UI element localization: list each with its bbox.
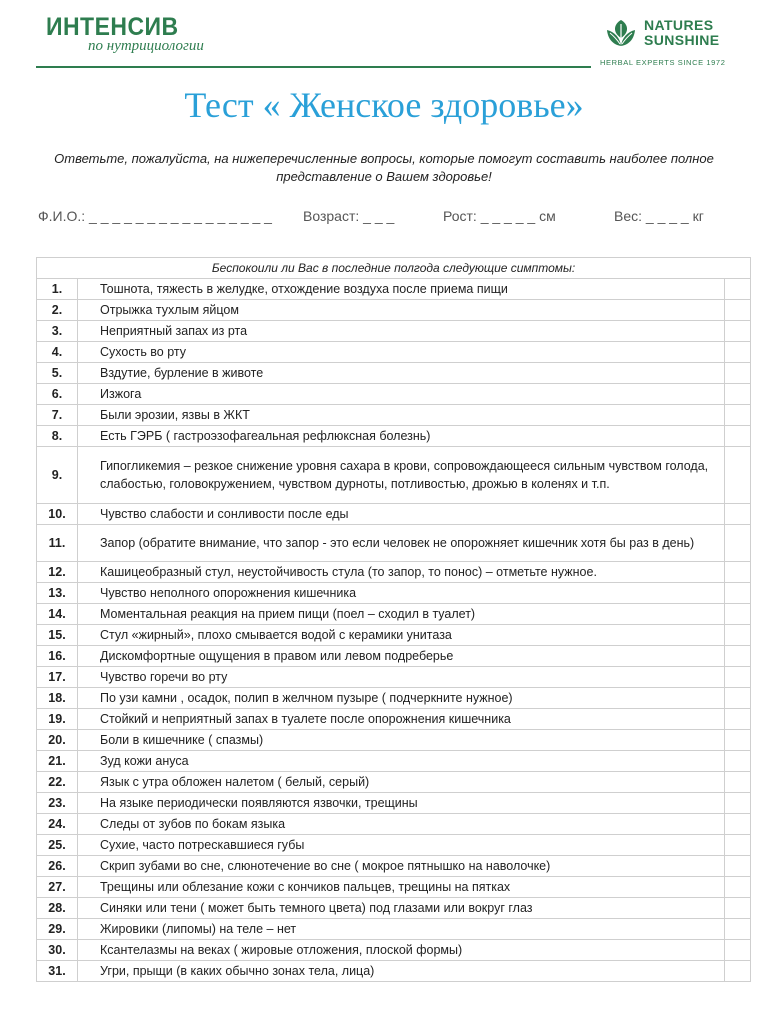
question-number: 18. [37, 688, 78, 709]
question-number: 11. [37, 525, 78, 562]
answer-cell[interactable] [725, 583, 751, 604]
answer-cell[interactable] [725, 342, 751, 363]
table-row [37, 751, 751, 772]
table-row [37, 384, 751, 405]
question-text: Сухие, часто потрескавшиеся губы [78, 835, 725, 856]
question-number: 5. [37, 363, 78, 384]
question-text: Ксантелазмы на веках ( жировые отложения, плоской формы) [78, 940, 725, 961]
question-number: 27. [37, 877, 78, 898]
question-text: Изжога [78, 384, 725, 405]
table-row [37, 772, 751, 793]
symptoms-table [36, 257, 751, 982]
question-text: На языке периодически появляются язвочки, трещины [78, 793, 725, 814]
question-number: 12. [37, 562, 78, 583]
question-text: Зуд кожи ануса [78, 751, 725, 772]
answer-cell[interactable] [725, 426, 751, 447]
answer-cell[interactable] [725, 604, 751, 625]
answer-cell[interactable] [725, 751, 751, 772]
answer-cell[interactable] [725, 363, 751, 384]
answer-cell[interactable] [725, 321, 751, 342]
question-number: 21. [37, 751, 78, 772]
brand-subtitle: по нутрициологии [88, 38, 204, 54]
question-text: Чувство неполного опорожнения кишечника [78, 583, 725, 604]
table-row [37, 856, 751, 877]
answer-cell[interactable] [725, 384, 751, 405]
personal-fields [0, 208, 768, 226]
question-text: Неприятный запах из рта [78, 321, 725, 342]
question-text: Стойкий и неприятный запах в туалете после опорожнения кишечника [78, 709, 725, 730]
table-row [37, 625, 751, 646]
answer-cell[interactable] [725, 898, 751, 919]
answer-cell[interactable] [725, 688, 751, 709]
table-row [37, 342, 751, 363]
answer-cell[interactable] [725, 730, 751, 751]
table-row [37, 504, 751, 525]
answer-cell[interactable] [725, 856, 751, 877]
question-text: Кашицеобразный стул, неустойчивость стула (то запор, то понос) – отметьте нужное. [78, 562, 725, 583]
question-text: Трещины или облезание кожи с кончиков пальцев, трещины на пятках [78, 877, 725, 898]
question-number: 7. [37, 405, 78, 426]
question-number: 4. [37, 342, 78, 363]
weight-field[interactable]: Вес: _ _ _ _ кг [614, 208, 704, 224]
partner-name-line2: SUNSHINE [644, 32, 720, 48]
question-text: Тошнота, тяжесть в желудке, отхождение воздуха после приема пищи [78, 279, 725, 300]
question-number: 30. [37, 940, 78, 961]
table-header: Беспокоили ли Вас в последние полгода следующие симптомы: [37, 258, 751, 279]
answer-cell[interactable] [725, 835, 751, 856]
question-number: 8. [37, 426, 78, 447]
question-number: 22. [37, 772, 78, 793]
brand-block [46, 14, 204, 55]
answer-cell[interactable] [725, 961, 751, 982]
table-row [37, 646, 751, 667]
question-number: 25. [37, 835, 78, 856]
question-text: По узи камни , осадок, полип в желчном пузыре ( подчеркните нужное) [78, 688, 725, 709]
table-row [37, 688, 751, 709]
table-row [37, 667, 751, 688]
answer-cell[interactable] [725, 709, 751, 730]
answer-cell[interactable] [725, 877, 751, 898]
question-number: 15. [37, 625, 78, 646]
table-row [37, 919, 751, 940]
question-number: 24. [37, 814, 78, 835]
answer-cell[interactable] [725, 646, 751, 667]
answer-cell[interactable] [725, 405, 751, 426]
table-row [37, 814, 751, 835]
answer-cell[interactable] [725, 919, 751, 940]
table-row [37, 898, 751, 919]
answer-cell[interactable] [725, 772, 751, 793]
answer-cell[interactable] [725, 504, 751, 525]
table-row [37, 793, 751, 814]
table-row [37, 300, 751, 321]
table-row [37, 426, 751, 447]
table-row [37, 940, 751, 961]
partner-tagline: HERBAL EXPERTS SINCE 1972 [600, 58, 726, 67]
answer-cell[interactable] [725, 562, 751, 583]
question-number: 20. [37, 730, 78, 751]
answer-cell[interactable] [725, 447, 751, 504]
table-row [37, 447, 751, 504]
question-text: Жировики (липомы) на теле – нет [78, 919, 725, 940]
question-text: Язык с утра обложен налетом ( белый, серый) [78, 772, 725, 793]
question-number: 14. [37, 604, 78, 625]
brand-title: ИНТЕНСИВ [46, 13, 179, 41]
age-field[interactable]: Возраст: _ _ _ [303, 208, 395, 224]
question-text: Синяки или тени ( может быть темного цвета) под глазами или вокруг глаз [78, 898, 725, 919]
answer-cell[interactable] [725, 279, 751, 300]
question-text: Дискомфортные ощущения в правом или левом подреберье [78, 646, 725, 667]
table-row [37, 961, 751, 982]
question-text: Моментальная реакция на прием пищи (поел – сходил в туалет) [78, 604, 725, 625]
table-row [37, 583, 751, 604]
question-text: Стул «жирный», плохо смывается водой с керамики унитаза [78, 625, 725, 646]
table-row [37, 405, 751, 426]
partner-name [644, 18, 720, 48]
question-number: 16. [37, 646, 78, 667]
table-row [37, 525, 751, 562]
table-row [37, 877, 751, 898]
question-number: 13. [37, 583, 78, 604]
table-row [37, 363, 751, 384]
answer-cell[interactable] [725, 814, 751, 835]
question-text: Отрыжка тухлым яйцом [78, 300, 725, 321]
question-text: Чувство слабости и сонливости после еды [78, 504, 725, 525]
answer-cell[interactable] [725, 940, 751, 961]
question-number: 31. [37, 961, 78, 982]
question-number: 1. [37, 279, 78, 300]
answer-cell[interactable] [725, 625, 751, 646]
height-field[interactable]: Рост: _ _ _ _ _ см [443, 208, 556, 224]
question-number: 26. [37, 856, 78, 877]
answer-cell[interactable] [725, 793, 751, 814]
table-row [37, 730, 751, 751]
question-number: 2. [37, 300, 78, 321]
leaf-logo-icon [604, 18, 638, 54]
intro-text: Ответьте, пожалуйста, на нижеперечисленные вопросы, которые помогут составить наиболее полное представление о Вашем здоровье! [54, 151, 714, 184]
question-number: 23. [37, 793, 78, 814]
question-number: 6. [37, 384, 78, 405]
table-row [37, 835, 751, 856]
question-number: 29. [37, 919, 78, 940]
question-text: Запор (обратите внимание, что запор - это если человек не опорожняет кишечник хотя бы раз в день) [78, 525, 725, 562]
answer-cell[interactable] [725, 300, 751, 321]
question-text: Были эрозии, язвы в ЖКТ [78, 405, 725, 426]
question-number: 9. [37, 447, 78, 504]
question-text: Есть ГЭРБ ( гастроэзофагеальная рефлюксная болезнь) [78, 426, 725, 447]
question-text: Вздутие, бурление в животе [78, 363, 725, 384]
question-number: 17. [37, 667, 78, 688]
question-text: Угри, прыщи (в каких обычно зонах тела, лица) [78, 961, 725, 982]
question-number: 3. [37, 321, 78, 342]
table-row [37, 321, 751, 342]
table-row [37, 562, 751, 583]
table-row [37, 604, 751, 625]
question-text: Боли в кишечнике ( спазмы) [78, 730, 725, 751]
question-text: Сухость во рту [78, 342, 725, 363]
table-row [37, 279, 751, 300]
question-number: 10. [37, 504, 78, 525]
answer-cell[interactable] [725, 525, 751, 562]
question-number: 28. [37, 898, 78, 919]
answer-cell[interactable] [725, 667, 751, 688]
question-text: Гипогликемия – резкое снижение уровня сахара в крови, сопровождающееся сильным чувством голода, слабостью, головокружением, чувством дурноты, потливостью, дрожью в коленях и т.п. [78, 447, 725, 504]
question-text: Скрип зубами во сне, слюнотечение во сне ( мокрое пятнышко на наволочке) [78, 856, 725, 877]
question-text: Чувство горечи во рту [78, 667, 725, 688]
partner-name-line1: NATURES [644, 17, 714, 33]
question-number: 19. [37, 709, 78, 730]
page-title: Тест « Женское здоровье» [184, 85, 584, 125]
header-divider [36, 66, 591, 68]
question-text: Следы от зубов по бокам языка [78, 814, 725, 835]
table-row [37, 709, 751, 730]
name-field[interactable]: Ф.И.О.: _ _ _ _ _ _ _ _ _ _ _ _ _ _ _ _ [38, 208, 272, 224]
